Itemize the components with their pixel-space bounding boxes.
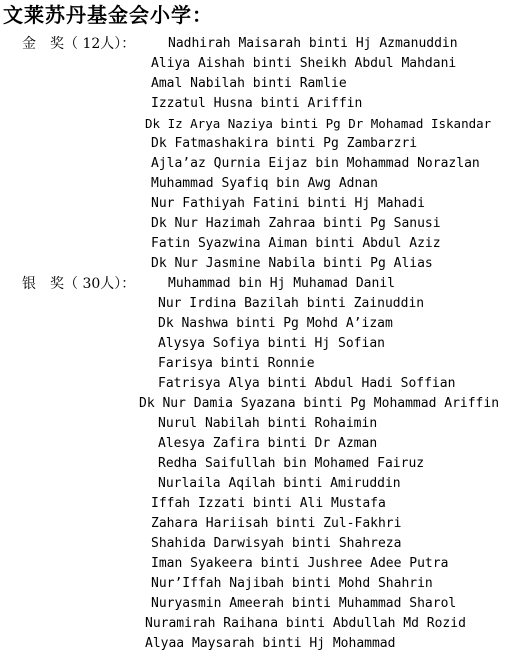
silver-name-14: Shahida Darwisyah binti Shahreza: [151, 536, 402, 551]
gold-name-11: Fatin Syazwina Aiman binti Abdul Aziz: [151, 236, 441, 251]
silver-name-5: Farisya binti Ronnie: [158, 356, 315, 371]
gold-name-12: Dk Nur Jasmine Nabila binti Pg Alias: [151, 256, 433, 271]
gold-name-8: Muhammad Syafiq bin Awg Adnan: [151, 176, 378, 191]
gold-name-9: Nur Fathiyah Fatini binti Hj Mahadi: [151, 196, 425, 211]
silver-name-13: Zahara Hariisah binti Zul-Fakhri: [151, 516, 402, 531]
gold-name-3: Amal Nabilah binti Ramlie: [151, 76, 347, 91]
silver-name-19: Alyaa Maysarah binti Hj Mohammad: [145, 636, 396, 651]
silver-name-15: Iman Syakeera binti Jushree Adee Putra: [151, 556, 449, 571]
gold-name-2: Aliya Aishah binti Sheikh Abdul Mahdani: [151, 56, 457, 71]
silver-name-4: Alysya Sofiya binti Hj Sofian: [158, 336, 385, 351]
silver-name-18: Nuramirah Raihana binti Abdullah Md Rozid: [145, 616, 466, 631]
gold-name-7: Ajla’az Qurnia Eijaz bin Mohammad Norazlan: [151, 156, 480, 171]
silver-award-label: 银 奖（ 30人）：: [22, 276, 136, 292]
silver-name-7: Dk Nur Damia Syazana binti Pg Mohammad Ariffin: [139, 396, 500, 411]
silver-name-9: Alesya Zafira binti Dr Azman: [158, 436, 378, 451]
gold-name-1: Nadhirah Maisarah binti Hj Azmanuddin: [168, 36, 458, 51]
gold-name-5: Dk Iz Arya Naziya binti Pg Dr Mohamad Iskandar: [145, 116, 492, 131]
silver-name-11: Nurlaila Aqilah binti Amiruddin: [158, 476, 401, 491]
silver-name-12: Iffah Izzati binti Ali Mustafa: [151, 496, 386, 511]
silver-name-2: Nur Irdina Bazilah binti Zainuddin: [158, 296, 425, 311]
silver-name-8: Nurul Nabilah binti Rohaimin: [158, 416, 378, 431]
silver-name-16: Nur’Iffah Najibah binti Mohd Shahrin: [151, 576, 433, 591]
silver-name-10: Redha Saifullah bin Mohamed Fairuz: [158, 456, 425, 471]
gold-name-6: Dk Fatmashakira binti Pg Zambarzri: [151, 136, 418, 151]
gold-name-4: Izzatul Husna binti Ariffin: [151, 96, 363, 111]
gold-award-label: 金 奖（ 12人）：: [22, 36, 136, 52]
silver-name-17: Nuryasmin Ameerah binti Muhammad Sharol: [151, 596, 457, 611]
gold-name-10: Dk Nur Hazimah Zahraa binti Pg Sanusi: [151, 216, 441, 231]
silver-name-1: Muhammad bin Hj Muhamad Danil: [168, 276, 395, 291]
silver-name-6: Fatrisya Alya binti Abdul Hadi Soffian: [158, 376, 456, 391]
silver-name-3: Dk Nashwa binti Pg Mohd A’izam: [158, 316, 393, 331]
page-title: 文莱苏丹基金会小学：: [3, 3, 213, 27]
